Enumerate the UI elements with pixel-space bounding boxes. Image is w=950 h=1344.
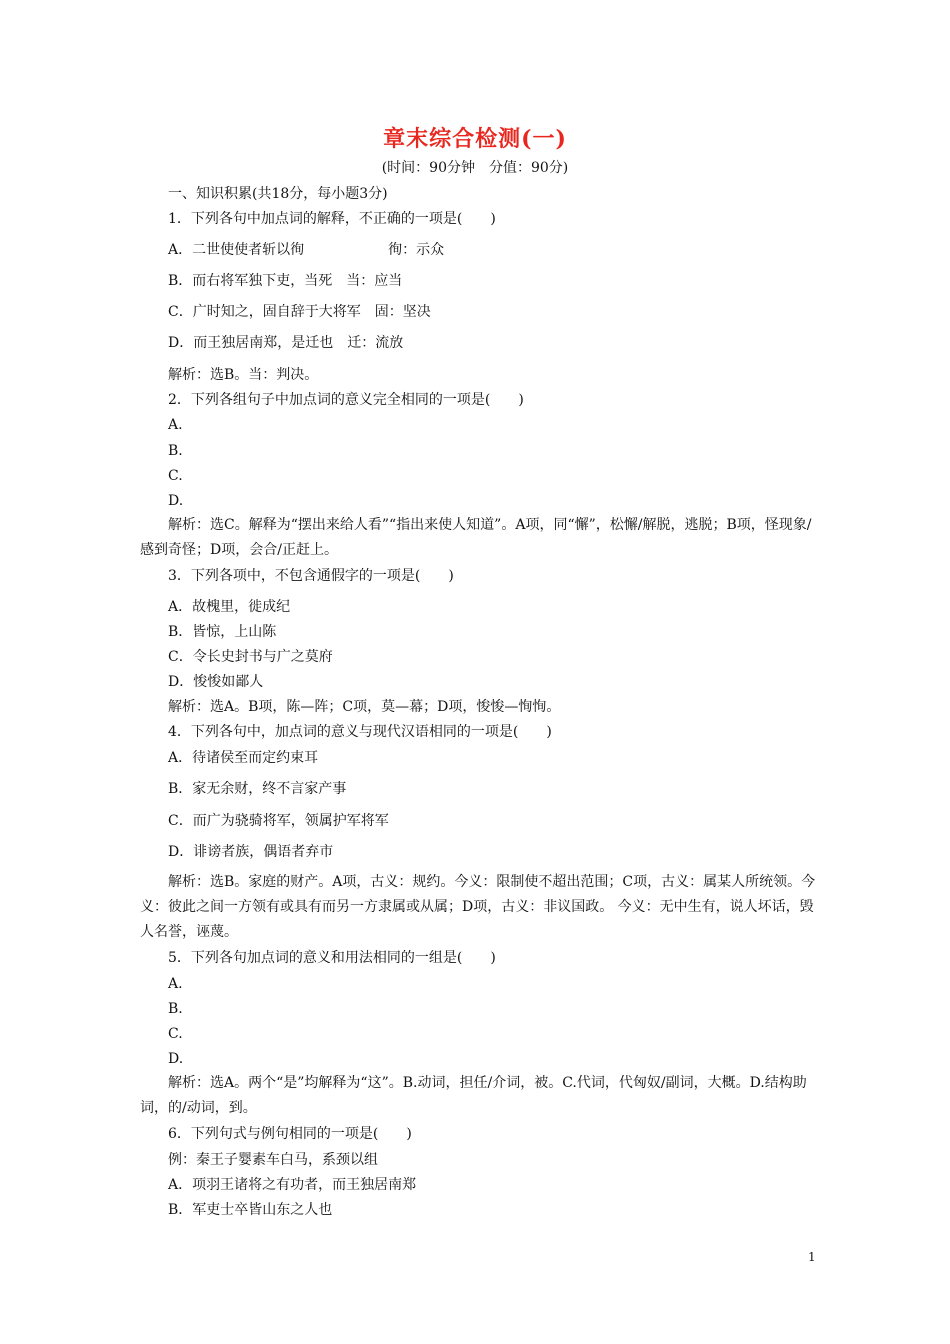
question-4-option-a: A．待诸侯至而定约束耳 (168, 750, 319, 766)
question-1-stem: 1．下列各句中加点词的解释，不正确的一项是( ) (168, 211, 496, 227)
question-4-option-b: B．家无余财，终不言家产事 (168, 781, 347, 797)
question-5-option-a: A. (168, 976, 183, 992)
question-5-option-b: B. (168, 1001, 183, 1017)
page-title: 章末综合检测(一) (383, 126, 567, 152)
question-1-option-c: C．广时知之，固自辞于大将军 固：坚决 (168, 304, 431, 320)
question-3-option-c: C．令长史封书与广之莫府 (168, 649, 333, 665)
question-2-answer: 解析：选C。解释为“摆出来给人看”“指出来使人知道”。A项，同“懈”，松懈/解脱，逃脱；B项，怪现象/感到奇怪；D项，会合/正赶上。 (140, 517, 812, 558)
section-heading: 一、知识积累(共18分，每小题3分) (168, 186, 388, 202)
question-5-option-c: C. (168, 1026, 183, 1042)
question-6-option-b: B．军吏士卒皆山东之人也 (168, 1202, 333, 1218)
question-1-answer: 解析：选B。当：判决。 (168, 367, 319, 383)
question-2-option-c: C. (168, 468, 183, 484)
question-4-option-d: D．诽谤者族，偶语者弃市 (168, 844, 334, 860)
question-3-answer: 解析：选A。B项，陈—阵；C项，莫—幕；D项，悛悛—恂恂。 (168, 699, 561, 715)
question-6-example: 例：秦王子婴素车白马，系颈以组 (168, 1152, 378, 1168)
question-1-option-b: B．而右将军独下吏，当死 当：应当 (168, 273, 403, 289)
question-3-stem: 3．下列各项中，不包含通假字的一项是( ) (168, 568, 454, 584)
question-3-option-a: A．故槐里，徙成纪 (168, 599, 291, 615)
question-5-answer: 解析：选A。两个“是”均解释为“这”。B.动词，担任/介词，被。C.代词，代匈奴/副词，大概。D.结构助词，的/动词，到。 (140, 1075, 807, 1116)
question-6-option-a: A．项羽王诸将之有功者，而王独居南郑 (168, 1177, 417, 1193)
question-2-stem: 2．下列各组句子中加点词的意义完全相同的一项是( ) (168, 392, 524, 408)
question-4-option-c: C．而广为骁骑将军，领属护军将军 (168, 813, 389, 829)
question-4-answer: 解析：选B。家庭的财产。A项，古义：规约。今义：限制使不超出范围；C项，古义：属某人所统领。今义：彼此之间一方领有或具有而另一方隶属或从属；D项，古义：非议国政。 今义：无中生有，说人坏话，毁人名誉，诬蔑。 (140, 874, 816, 940)
question-2-option-b: B. (168, 443, 183, 459)
question-3-option-b: B．皆惊，上山陈 (168, 624, 277, 640)
question-3-option-d: D．悛悛如鄙人 (168, 674, 264, 690)
exam-info: (时间：90分钟 分值：90分) (381, 160, 569, 176)
question-5-stem: 5．下列各句加点词的意义和用法相同的一组是( ) (168, 950, 496, 966)
question-2-option-a: A. (168, 417, 183, 433)
question-1-option-a: A．二世使使者斩以徇 徇：示众 (168, 242, 445, 258)
question-4-stem: 4．下列各句中，加点词的意义与现代汉语相同的一项是( ) (168, 724, 552, 740)
page-number: 1 (808, 1250, 816, 1264)
question-1-option-d: D．而王独居南郑，是迁也 迁：流放 (168, 335, 404, 351)
question-2-option-d: D. (168, 493, 184, 509)
question-5-option-d: D. (168, 1051, 184, 1067)
question-6-stem: 6．下列句式与例句相同的一项是( ) (168, 1126, 412, 1142)
